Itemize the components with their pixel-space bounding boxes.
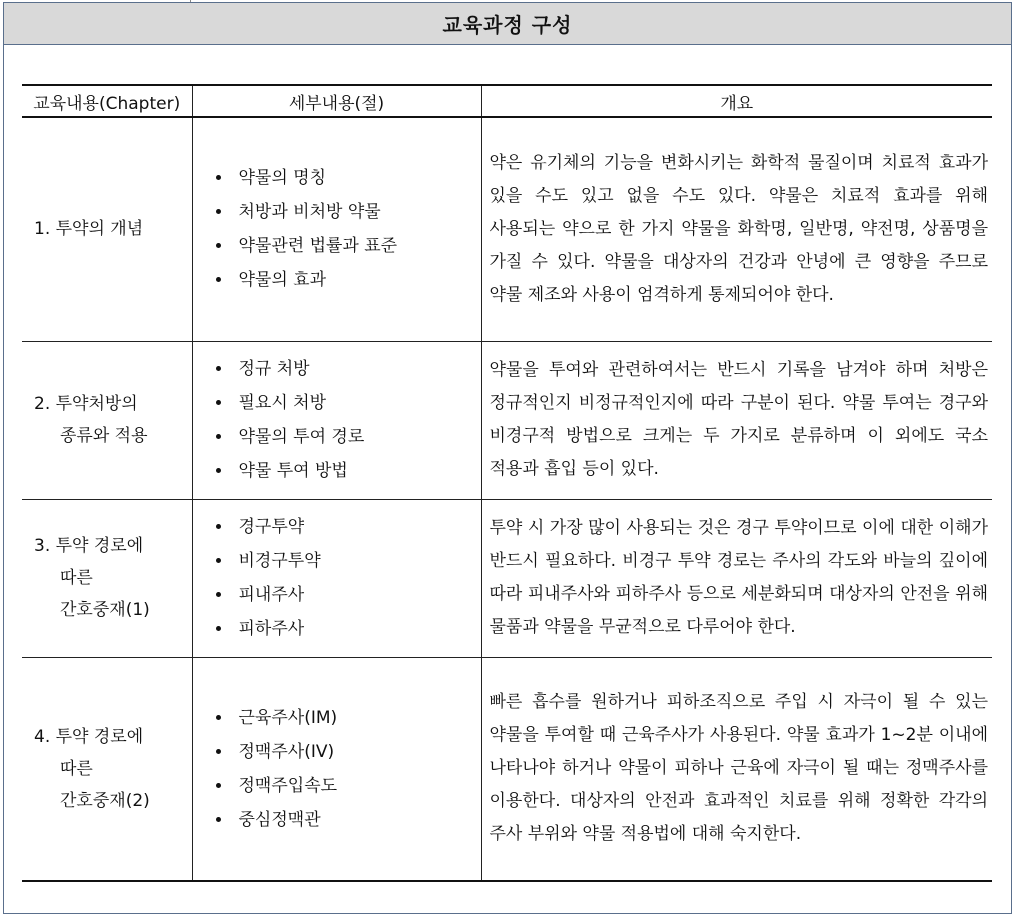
chapter-line: 1. 투약의 개념 [34, 219, 144, 240]
curriculum-table [22, 84, 992, 882]
panel-header [4, 3, 1011, 45]
list-item: • 경구투약 [233, 510, 473, 544]
chapter-cell [22, 341, 192, 499]
list-item: • 약물관련 법률과 표준 [233, 229, 473, 263]
table-row [22, 341, 992, 499]
details-list [203, 510, 473, 646]
column-header-details: 세부내용(절) [192, 85, 481, 117]
details-list [203, 352, 473, 488]
details-list [203, 701, 473, 837]
list-item: • 비경구투약 [233, 544, 473, 578]
chapter-line: 따른 [60, 758, 93, 779]
list-item: • 피내주사 [233, 578, 473, 612]
table-row [22, 657, 992, 881]
list-item: • 정맥주사(IV) [233, 735, 473, 769]
chapter-line: 간호중재(2) [60, 790, 150, 811]
column-header-summary: 개요 [481, 85, 992, 117]
chapter-line: 2. 투약처방의 [34, 394, 138, 414]
list-item: • 피하주사 [233, 612, 473, 646]
list-item: • 정맥주입속도 [233, 769, 473, 803]
summary-cell: 투약 시 가장 많이 사용되는 것은 경구 투약이므로 이에 대한 이해가 반드시 필요하다. 비경구 투약 경로는 주사의 각도와 바늘의 깊이에 따라 피내주사와 피하주사 등으로 세분화되며 대상자의 안전을 위해 물품과 약물을 무균적으로 다루어야 한다. [481, 499, 992, 657]
chapter-cell [22, 117, 192, 341]
table-row [22, 499, 992, 657]
list-item: • 정규 처방 [233, 352, 473, 386]
details-cell [192, 499, 481, 657]
list-item: • 필요시 처방 [233, 386, 473, 420]
list-item: • 약물 투여 방법 [233, 454, 473, 488]
chapter-cell [22, 657, 192, 881]
details-cell [192, 657, 481, 881]
chapter-line: 간호중재(1) [60, 600, 150, 620]
list-item: • 처방과 비처방 약물 [233, 195, 473, 229]
table-row [22, 117, 992, 341]
table-header-row [22, 85, 992, 117]
chapter-line: 따른 [60, 568, 93, 588]
list-item: • 근육주사(IM) [233, 701, 473, 735]
summary-cell: 약물을 투여와 관련하여서는 반드시 기록을 남겨야 하며 처방은 정규적인지 비정규적인지에 따라 구분이 된다. 약물 투여는 경구와 비경구적 방법으로 크게는 두 가지로 분류하며 이 외에도 국소 적용과 흡입 등이 있다. [481, 341, 992, 499]
details-list [203, 161, 473, 297]
list-item: • 약물의 효과 [233, 263, 473, 297]
page-title: 교육과정 구성 [442, 13, 573, 37]
list-item: • 중심정맥관 [233, 803, 473, 837]
summary-cell: 빠른 흡수를 원하거나 피하조직으로 주입 시 자극이 될 수 있는 약물을 투여할 때 근육주사가 사용된다. 약물 효과가 1~2분 이내에 나타나야 하거나 약물이 피하나 근육에 자극이 될 때는 정맥주사를 이용한다. 대상자의 안전과 효과적인 치료를 위해 정확한 각각의 주사 부위와 약물 적용법에 대해 숙지한다. [481, 657, 992, 881]
summary-cell: 약은 유기체의 기능을 변화시키는 화학적 물질이며 치료적 효과가 있을 수도 있고 없을 수도 있다. 약물은 치료적 효과를 위해 사용되는 약으로 한 가지 약물을 화학명, 일반명, 약전명, 상품명을 가질 수 있다. 약물을 대상자의 건강과 안녕에 큰 영향을 주므로 약물 제조와 사용이 엄격하게 통제되어야 한다. [481, 117, 992, 341]
chapter-line: 4. 투약 경로에 [34, 726, 144, 747]
details-cell [192, 341, 481, 499]
list-item: • 약물의 명칭 [233, 161, 473, 195]
chapter-line: 종류와 적용 [60, 426, 148, 446]
column-header-chapter: 교육내용(Chapter) [22, 85, 192, 117]
details-cell [192, 117, 481, 341]
chapter-line: 3. 투약 경로에 [34, 536, 144, 556]
list-item: • 약물의 투여 경로 [233, 420, 473, 454]
chapter-cell [22, 499, 192, 657]
